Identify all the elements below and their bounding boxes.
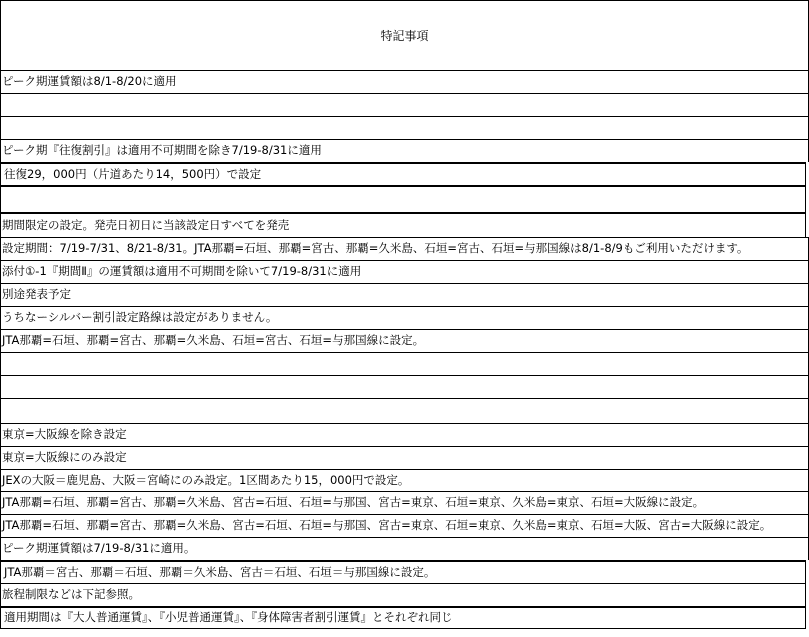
remark-text: JEXの大阪＝鹿児島、大阪＝宮崎にのみ設定。1区間あたり15，000円で設定。: [2, 472, 410, 487]
remark-row-7: [0, 212, 806, 237]
remark-row-22: [0, 560, 806, 583]
remark-row-18: [0, 469, 809, 491]
remark-row-6: [0, 185, 806, 212]
remark-row-20: [0, 514, 809, 537]
remark-text: JTA那覇＝宮古、那覇＝石垣、那覇＝久米島、宮古＝石垣、石垣＝与那国線に設定。: [4, 564, 436, 579]
header-title: 特記事項: [380, 28, 429, 43]
remark-row-14: [0, 375, 809, 398]
remark-row-21: [0, 537, 809, 560]
remark-row-17: [0, 446, 809, 469]
remark-row-4: [0, 139, 809, 162]
remark-row-19: [0, 491, 809, 514]
remark-text: JTA那覇=石垣、那覇=宮古、那覇=久米島、石垣=宮古、石垣=与那国線に設定。: [2, 333, 425, 348]
remark-text: 期間限定の設定。発売日初日に当該設定日すべてを発売: [2, 217, 290, 232]
remark-text: 添付①-1『期間Ⅱ』の運賃額は適用不可期間を除いて7/19-8/31に適用: [2, 264, 362, 279]
remark-row-8: [0, 237, 809, 260]
remark-row-12: [0, 329, 809, 352]
remark-text: 旅程制限などは下記参照。: [2, 587, 140, 602]
remark-text: JTA那覇=石垣、那覇=宮古、那覇=久米島、宮古=石垣、石垣=与那国、宮古=東京、石垣=東京、久米島=東京、石垣=大阪、宮古=大阪線に設定。: [2, 518, 772, 533]
remark-text: 設定期間：7/19-7/31、8/21-8/31。JTA那覇=石垣、那覇=宮古、那覇=久米島、石垣=宮古、石垣=与那国線は8/1-8/9もご利用いただけます。: [2, 241, 749, 256]
remark-text: 別途発表予定: [2, 287, 71, 302]
remark-row-1: [0, 70, 809, 93]
remark-text: JTA那覇=石垣、那覇=宮古、那覇=久米島、宮古=石垣、石垣=与那国、宮古=東京、石垣=東京、久米島=東京、石垣=大阪線に設定。: [2, 495, 705, 510]
remark-row-23: [0, 583, 806, 606]
remark-row-16: [0, 423, 809, 446]
remark-row-13: [0, 352, 809, 375]
remark-row-15: [0, 398, 809, 423]
remark-row-5: [0, 162, 806, 185]
remark-row-11: [0, 306, 809, 329]
header-cell: [0, 0, 809, 70]
remark-text: 往復29，000円（片道あたり14，500円）で設定: [4, 166, 262, 181]
remark-text: ピーク期運賃額は8/1-8/20に適用: [2, 74, 177, 89]
remark-row-10: [0, 283, 809, 306]
remark-text: 適用期間は『大人普通運賃』、『小児普通運賃』、『身体障害者割引運賃』とそれぞれ同じ: [4, 610, 453, 625]
remark-row-3: [0, 116, 809, 139]
remark-row-9: [0, 260, 809, 283]
remark-text: ピーク期運賃額は7/19-8/31に適用。: [2, 541, 196, 556]
remark-text: うちなーシルバー割引設定路線は設定がありません。: [2, 310, 278, 325]
remark-row-2: [0, 93, 809, 116]
remark-text: 東京=大阪線を除き設定: [2, 427, 127, 442]
remark-text: ピーク期『往復割引』は適用不可期間を除き7/19-8/31に適用: [2, 143, 322, 158]
remark-text: 東京=大阪線にのみ設定: [2, 450, 127, 465]
remark-row-24: [0, 606, 806, 629]
